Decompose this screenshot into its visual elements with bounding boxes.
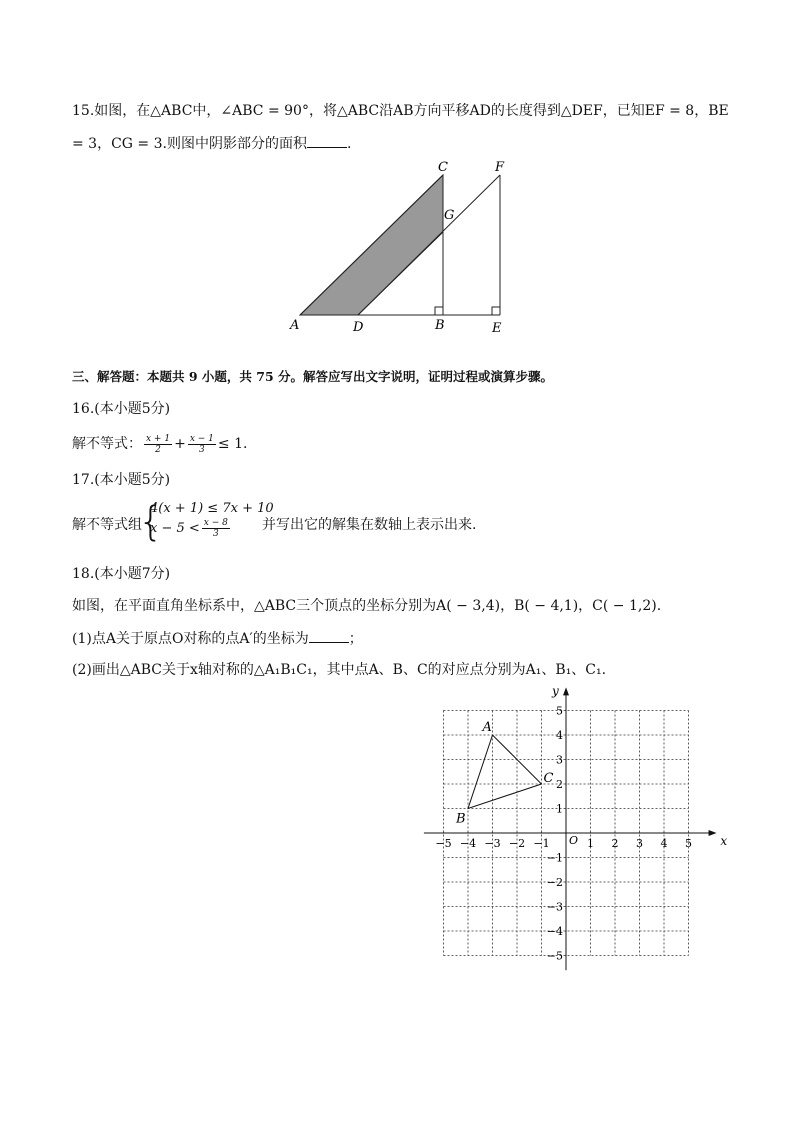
y-tick-label: 3	[556, 753, 563, 767]
x-tick-label: −2	[508, 837, 526, 850]
y-tick-label: 5	[556, 704, 563, 718]
q15-answer-blank	[307, 133, 347, 148]
y-tick-label: 1	[556, 802, 563, 816]
x-tick-label: 4	[660, 837, 668, 850]
x-tick-label: 5	[685, 837, 692, 850]
q18-answer-blank	[309, 628, 349, 643]
right-angle-e	[492, 307, 500, 315]
point-label-a: A	[482, 720, 492, 735]
section3-title: 三、解答题：本题共 9 小题，共 75 分。解答应写出文字说明，证明过程或演算步骤。	[72, 369, 554, 384]
coordinate-grid	[420, 680, 728, 970]
y-tick-label: −2	[546, 876, 563, 889]
q15-figure	[280, 158, 520, 338]
q17-row2-frac: $\frac{x - 8}{3}$	[203, 518, 228, 539]
q17-row2-left: x − 5 <	[150, 521, 200, 536]
label-b: B	[435, 318, 445, 333]
x-tick-label: −5	[435, 837, 452, 850]
label-d: D	[353, 320, 364, 335]
x-tick-label: 3	[636, 837, 643, 850]
x-tick-label: −1	[533, 837, 550, 850]
label-c: C	[438, 160, 448, 175]
q18-part1	[72, 628, 363, 649]
triangle-outline	[468, 735, 542, 809]
x-tick-label: −3	[484, 837, 501, 850]
y-axis-arrow	[563, 687, 569, 695]
q17-row2	[150, 517, 232, 541]
x-tick-label: −4	[459, 837, 477, 850]
q16-body	[72, 432, 247, 456]
q17-header: 17.(本小题5分)	[72, 472, 171, 488]
label-f: F	[495, 160, 505, 175]
y-tick-label: 2	[556, 778, 563, 791]
right-angle-b	[435, 307, 443, 315]
x-tick-label: 2	[611, 837, 619, 850]
q16-frac1: $\frac{x + 1}{2}$	[146, 433, 171, 455]
label-a: A	[290, 318, 300, 333]
q15-line2	[72, 133, 351, 154]
q16-header: 16.(本小题5分)	[72, 401, 171, 417]
x-axis-arrow	[709, 830, 717, 836]
q18-part1-text: (1)点A关于原点O对称的点A′的坐标为	[72, 631, 309, 647]
q18-part2: (2)画出△ABC关于x轴对称的△A₁B₁C₁，其中点A、B、C的对应点分别为A₁、B₁、C₁.	[72, 662, 607, 678]
label-g: G	[444, 208, 455, 223]
q18-intro: 如图，在平面直角坐标系中，△ABC三个顶点的坐标分别为A( − 3,4)，B( − 4,1)，C( − 1,2).	[72, 598, 662, 614]
y-tick-label: −5	[546, 949, 563, 963]
q16-suffix: ≤ 1.	[217, 436, 248, 452]
q15-line1: 15.如图，在△ABC中，∠ABC = 90°，将△ABC沿AB方向平移AD的长度得到△DEF，已知EF = 8，BE	[72, 103, 729, 119]
point-label-b: B	[456, 811, 466, 827]
q15-line2-text: = 3，CG = 3.则图中阴影部分的面积	[72, 136, 307, 152]
q17-row1: 4(x + 1) ≤ 7x + 10	[150, 501, 274, 516]
q17-suffix: 并写出它的解集在数轴上表示出来.	[262, 517, 477, 533]
q18-header: 18.(本小题7分)	[72, 566, 171, 582]
x-axis-label: x	[720, 834, 728, 848]
point-label-c: C	[543, 771, 554, 786]
y-tick-label: −4	[546, 925, 563, 938]
label-e: E	[492, 321, 502, 336]
q16-frac2: $\frac{x - 1}{3}$	[189, 433, 214, 455]
x-tick-label: 1	[587, 837, 594, 850]
y-tick-label: −1	[546, 851, 563, 865]
q16-plus: +	[174, 436, 186, 452]
q17-prefix: 解不等式组	[72, 517, 142, 533]
q15-line2-end: .	[346, 136, 352, 152]
y-tick-label: −3	[546, 900, 563, 914]
q18-part1-end: ；	[348, 631, 363, 647]
y-axis-label: y	[552, 683, 559, 698]
triangle-abc	[455, 720, 554, 827]
tick-labels	[435, 684, 727, 963]
q16-prefix: 解不等式：	[72, 436, 142, 452]
q17-brace: {	[138, 499, 164, 545]
y-tick-label: 4	[556, 729, 563, 742]
origin-label: O	[569, 834, 579, 847]
